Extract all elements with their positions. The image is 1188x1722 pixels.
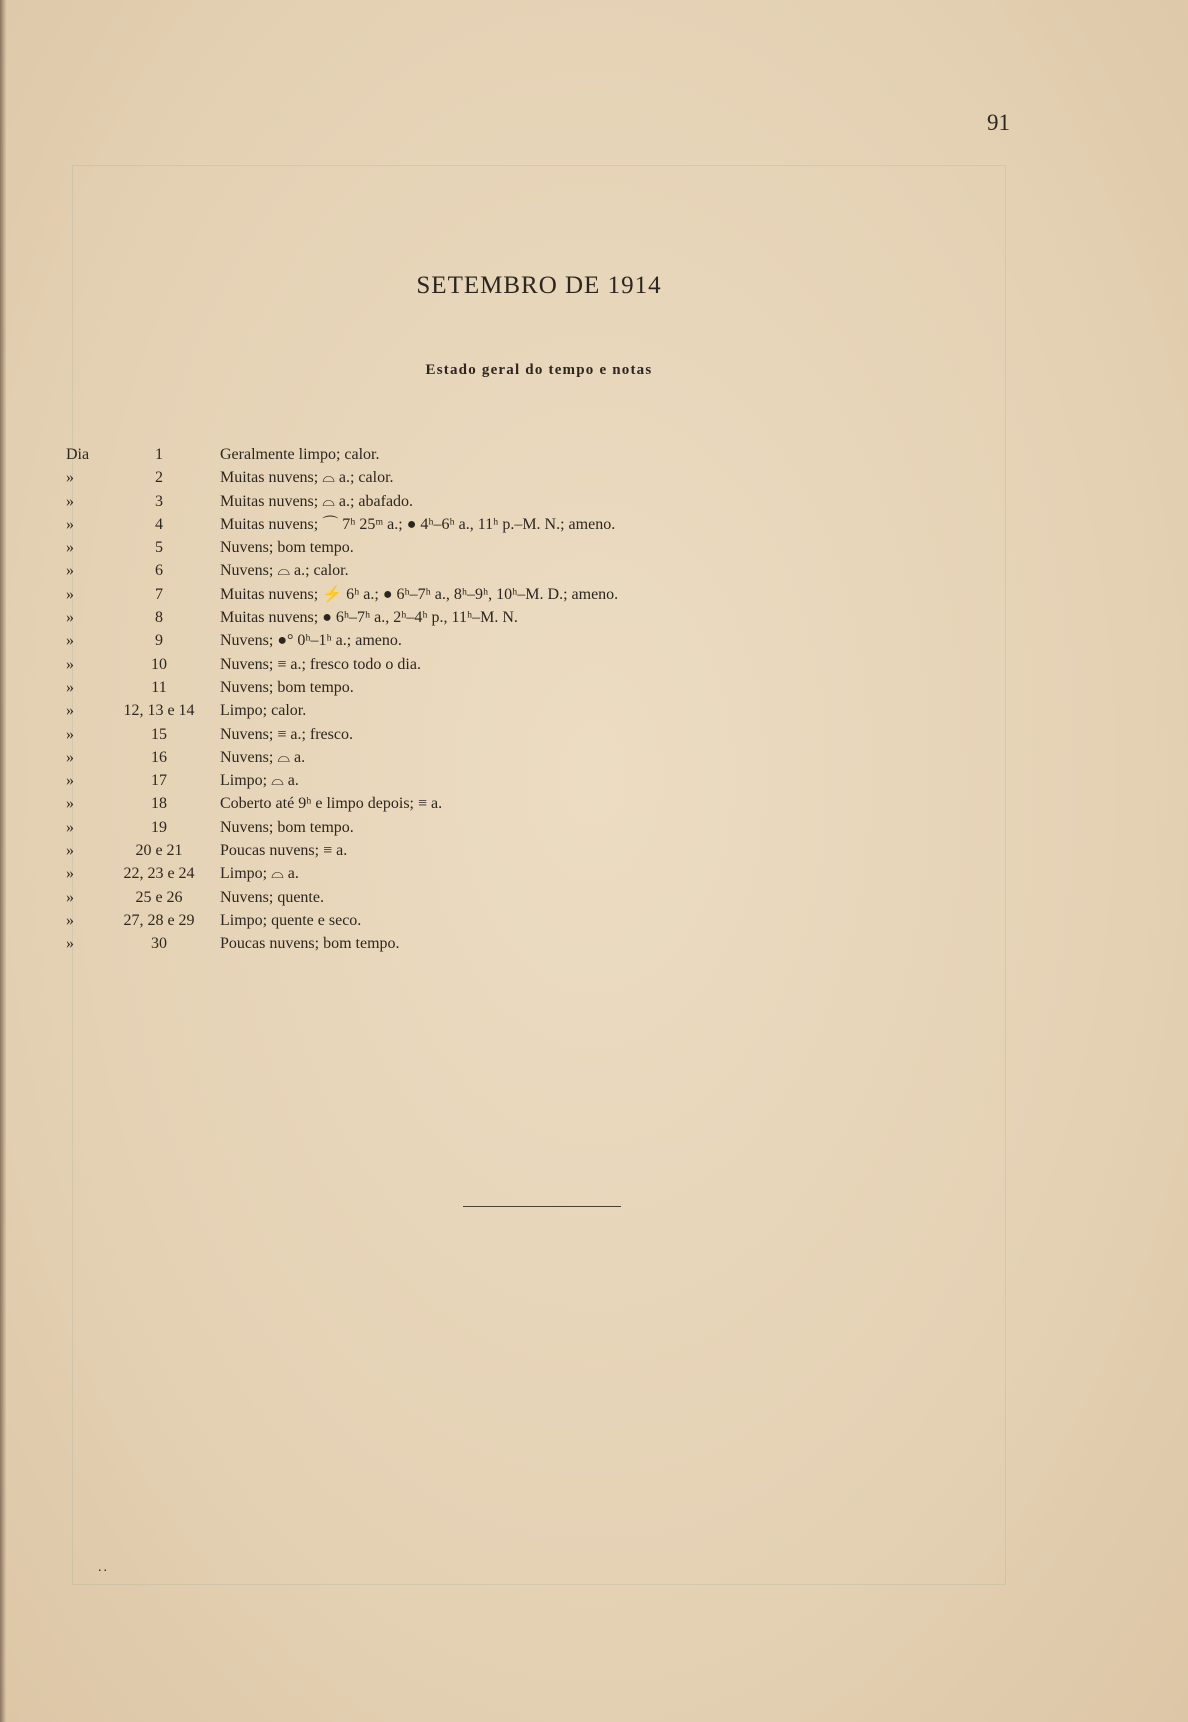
entry-day: 18	[151, 795, 167, 813]
entry-label: »	[66, 609, 74, 627]
entry-day: 5	[155, 539, 163, 557]
entry-label: »	[66, 632, 74, 650]
page-binding-edge	[0, 0, 6, 1722]
entry-label: »	[66, 748, 74, 766]
entry-note: Muitas nuvens; ⌒ 7ʰ 25ᵐ a.; ● 4ʰ–6ʰ a., 11ʰ p.–M. N.; ameno.	[220, 515, 616, 533]
entry-note: Geralmente limpo; calor.	[220, 446, 380, 463]
entry-note: Nuvens; ⌓ a.; calor.	[220, 562, 349, 580]
list-item	[66, 746, 966, 769]
page-title: SETEMBRO DE 1914	[416, 272, 662, 299]
entry-day: 2	[155, 469, 163, 487]
list-item	[66, 606, 966, 629]
entry-note: Muitas nuvens; ⌓ a.; abafado.	[220, 492, 414, 510]
entry-note: Limpo; calor.	[220, 702, 307, 720]
entry-label: »	[66, 772, 74, 790]
footer-marks: ..	[98, 1560, 109, 1575]
entry-label: »	[66, 888, 74, 906]
list-item	[66, 816, 966, 839]
entry-label: »	[66, 539, 74, 557]
entry-note: Limpo; quente e seco.	[220, 911, 362, 929]
entry-day: 16	[151, 748, 167, 766]
entry-day: 1	[155, 446, 163, 463]
list-item	[66, 886, 966, 909]
entry-note: Nuvens; bom tempo.	[220, 678, 354, 696]
list-item	[66, 490, 966, 513]
list-item	[66, 932, 966, 955]
weather-notes-list	[66, 443, 966, 956]
entry-note: Limpo; ⌓ a.	[220, 865, 299, 883]
entry-note: Nuvens; ●° 0ʰ–1ʰ a.; ameno.	[220, 632, 402, 650]
list-item	[66, 723, 966, 746]
entry-note: Muitas nuvens; ⚡ 6ʰ a.; ● 6ʰ–7ʰ a., 8ʰ–9ʰ, 10ʰ–M. D.; ameno.	[220, 585, 619, 603]
entry-label: »	[66, 911, 74, 929]
entry-day: 25 e 26	[135, 888, 183, 906]
entry-day: 6	[155, 562, 163, 580]
page-number: 91	[987, 110, 1010, 135]
entry-label: »	[66, 702, 74, 720]
entry-note: Poucas nuvens; ≡ a.	[220, 842, 348, 860]
entry-note: Poucas nuvens; bom tempo.	[220, 935, 400, 953]
entry-day: 30	[151, 935, 167, 953]
entry-day: 10	[151, 655, 167, 673]
list-item	[66, 443, 966, 466]
entry-day: 22, 23 e 24	[123, 865, 195, 883]
entry-note: Nuvens; bom tempo.	[220, 818, 354, 836]
list-item	[66, 699, 966, 722]
entry-label: »	[66, 469, 74, 487]
entry-day: 7	[155, 585, 163, 603]
list-item	[66, 583, 966, 606]
entry-label: »	[66, 562, 74, 580]
list-item	[66, 466, 966, 489]
list-item	[66, 536, 966, 559]
entry-note: Limpo; ⌓ a.	[220, 772, 299, 790]
section-divider	[463, 1206, 621, 1207]
list-item	[66, 839, 966, 862]
entry-day: 27, 28 e 29	[123, 911, 195, 929]
list-item	[66, 676, 966, 699]
entry-note: Coberto até 9ʰ e limpo depois; ≡ a.	[220, 795, 443, 813]
entry-day: 8	[155, 609, 163, 627]
entry-day: 9	[155, 632, 163, 650]
list-item	[66, 513, 966, 536]
entry-day: 3	[155, 492, 163, 510]
entry-label: Dia	[66, 446, 90, 463]
entry-label: »	[66, 795, 74, 813]
entry-note: Muitas nuvens; ⌓ a.; calor.	[220, 469, 394, 487]
entry-day: 12, 13 e 14	[123, 702, 195, 720]
entry-note: Nuvens; ⌓ a.	[220, 748, 306, 766]
entry-note: Muitas nuvens; ● 6ʰ–7ʰ a., 2ʰ–4ʰ p., 11ʰ–M. N.	[220, 609, 518, 627]
entry-label: »	[66, 515, 74, 533]
section-subtitle: Estado geral do tempo e notas	[425, 362, 653, 378]
list-item	[66, 909, 966, 932]
list-item	[66, 653, 966, 676]
entry-day: 19	[151, 818, 167, 836]
list-item	[66, 769, 966, 792]
entry-label: »	[66, 725, 74, 743]
entry-note: Nuvens; ≡ a.; fresco todo o dia.	[220, 655, 421, 673]
entry-label: »	[66, 678, 74, 696]
entry-label: »	[66, 865, 74, 883]
entry-day: 4	[155, 515, 163, 533]
entry-label: »	[66, 935, 74, 953]
list-item	[66, 559, 966, 582]
entry-label: »	[66, 842, 74, 860]
entry-label: »	[66, 585, 74, 603]
entry-label: »	[66, 818, 74, 836]
entry-note: Nuvens; ≡ a.; fresco.	[220, 725, 353, 743]
entry-label: »	[66, 655, 74, 673]
entry-label: »	[66, 492, 74, 510]
entry-note: Nuvens; quente.	[220, 888, 324, 906]
entry-note: Nuvens; bom tempo.	[220, 539, 354, 557]
list-item	[66, 862, 966, 885]
list-item	[66, 792, 966, 815]
entry-day: 15	[151, 725, 167, 743]
list-item	[66, 629, 966, 652]
entry-day: 11	[151, 678, 167, 696]
entry-day: 20 e 21	[135, 842, 183, 860]
entry-day: 17	[151, 772, 167, 790]
